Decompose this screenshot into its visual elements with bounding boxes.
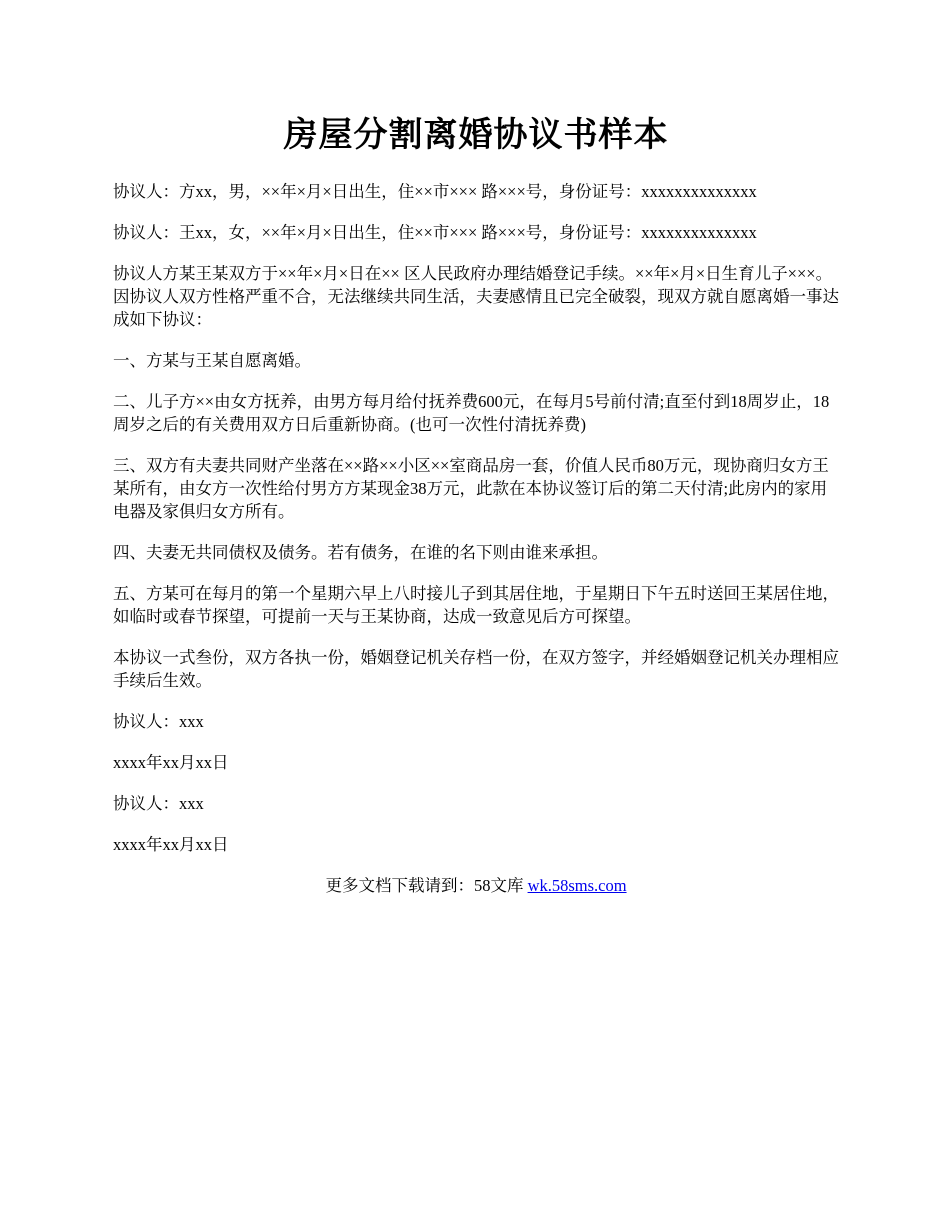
footer-text: 更多文档下载请到：58文库 <box>325 876 528 895</box>
clause-3: 三、双方有夫妻共同财产坐落在××路××小区××室商品房一套，价值人民币80万元，现协商归女方王某所有，由女方一次性给付男方方某现金38万元，此款在本协议签订后的第二天付清;此房内的家用电器及家俱归女方所有。 <box>113 456 829 521</box>
signature-party-1: 协议人：xxx <box>113 712 204 731</box>
document-title: 房屋分割离婚协议书样本 <box>283 117 669 154</box>
clause-4: 四、夫妻无共同债权及债务。若有债务，在谁的名下则由谁来承担。 <box>113 543 608 562</box>
download-footer <box>113 874 839 897</box>
clause-5: 五、方某可在每月的第一个星期六早上八时接儿子到其居住地，于星期日下午五时送回王某居住地，如临时或春节探望，可提前一天与王某协商，达成一致意见后方可探望。 <box>113 584 839 626</box>
signature-party-2: 协议人：xxx <box>113 794 204 813</box>
clause-1: 一、方某与王某自愿离婚。 <box>113 351 311 370</box>
effectiveness-paragraph: 本协议一式叁份，双方各执一份，婚姻登记机关存档一份，在双方签字，并经婚姻登记机关办理相应手续后生效。 <box>113 648 839 690</box>
footer-link[interactable]: wk.58sms.com <box>527 876 627 895</box>
preamble-paragraph: 协议人方某王某双方于××年×月×日在×× 区人民政府办理结婚登记手续。××年×月×日生育儿子×××。因协议人双方性格严重不合，无法继续共同生活，夫妻感情且已完全破裂，现双方就自愿离婚一事达成如下协议： <box>113 264 839 329</box>
party-1-info: 协议人：方xx，男，××年×月×日出生，住××市××× 路×××号，身份证号：xxxxxxxxxxxxxx <box>113 182 757 201</box>
signature-date-2: xxxx年xx月xx日 <box>113 835 229 854</box>
document-page <box>113 112 839 897</box>
party-2-info: 协议人：王xx，女，××年×月×日出生，住××市××× 路×××号，身份证号：xxxxxxxxxxxxxx <box>113 223 757 242</box>
clause-2: 二、儿子方××由女方抚养，由男方每月给付抚养费600元，在每月5号前付清;直至付到18周岁止，18周岁之后的有关费用双方日后重新协商。(也可一次性付清抚养费) <box>113 392 830 434</box>
signature-date-1: xxxx年xx月xx日 <box>113 753 229 772</box>
